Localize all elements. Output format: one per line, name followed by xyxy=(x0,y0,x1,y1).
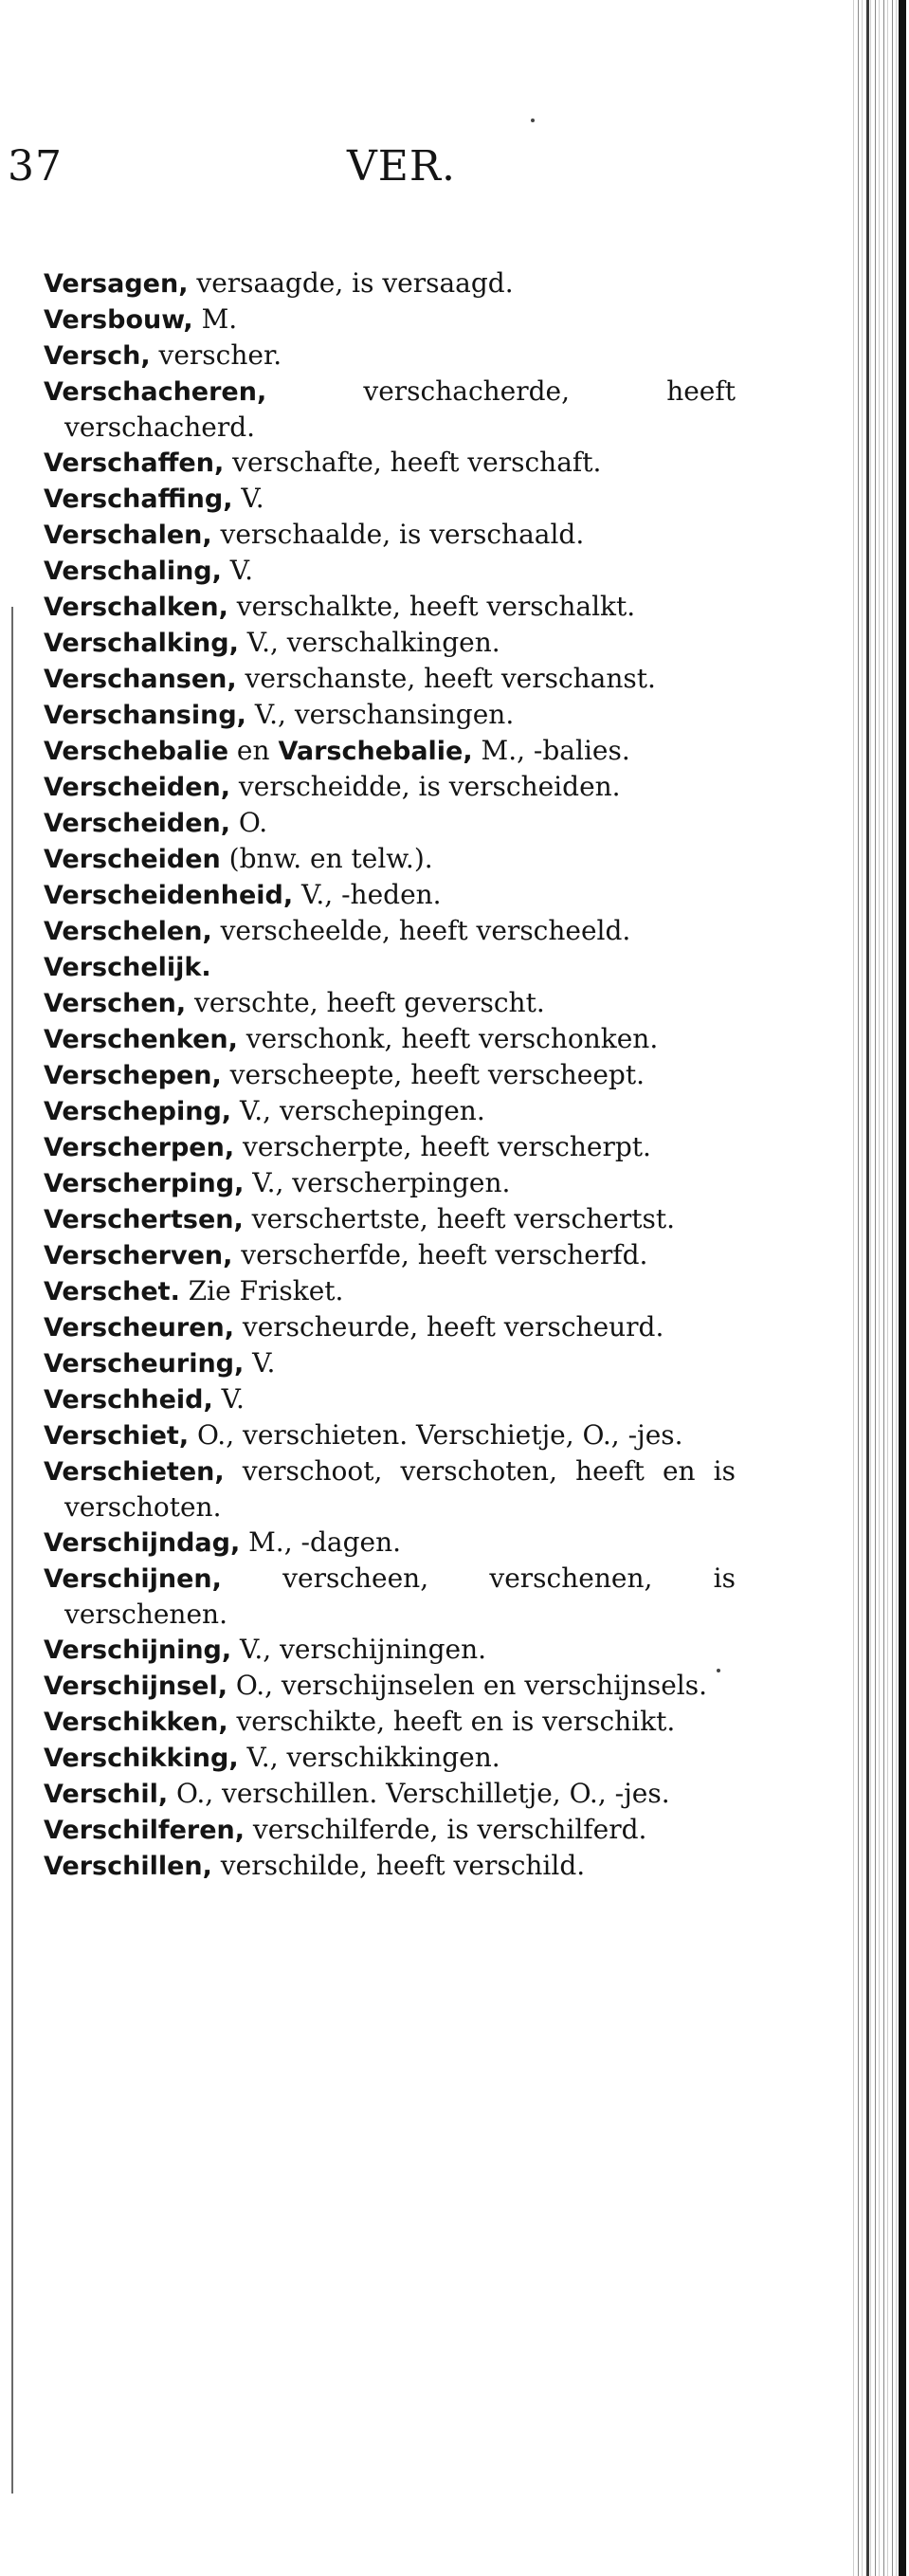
entry-definition: verschilferde, is verschilferd. xyxy=(245,1814,647,1845)
dictionary-entry xyxy=(44,1812,736,1848)
entry-definition: verscheen, verschenen, is verschenen. xyxy=(64,1562,736,1630)
headword: Verschet. xyxy=(44,1277,180,1306)
ink-speck xyxy=(531,119,535,122)
headword: Verschalen, xyxy=(44,521,212,550)
dictionary-entry xyxy=(44,374,736,445)
dictionary-entry xyxy=(44,1237,736,1273)
dictionary-entry xyxy=(44,301,736,338)
entry-definition: verscherfde, heeft verscherfd. xyxy=(232,1239,648,1270)
page-number: 37 xyxy=(8,142,63,191)
margin-rule xyxy=(11,607,13,2494)
headword: Verschacheren, xyxy=(44,377,267,407)
dictionary-entry xyxy=(44,1165,736,1201)
headword: Verschepen, xyxy=(44,1061,222,1090)
headword: Verschansing, xyxy=(44,701,246,730)
entry-definition: M. xyxy=(192,303,238,335)
dictionary-entry xyxy=(44,1848,736,1884)
dictionary-entry xyxy=(44,1740,736,1776)
dictionary-entry xyxy=(44,697,736,733)
entry-definition: verschaalde, is verschaald. xyxy=(211,519,585,550)
dictionary-entry xyxy=(44,1776,736,1812)
headword: Verschaffing, xyxy=(44,484,233,514)
running-head: VER. xyxy=(347,142,457,191)
headword: Verschen, xyxy=(44,989,187,1018)
headword: Verschalking, xyxy=(44,629,239,658)
entry-definition: verscheepte, heeft verscheept. xyxy=(221,1059,645,1090)
dictionary-entry xyxy=(44,877,736,913)
dictionary-entry xyxy=(44,1021,736,1057)
entry-definition: V. xyxy=(232,483,264,514)
entry-definition: O., verschieten. Verschietje, O., -jes. xyxy=(189,1419,683,1451)
headword: Verscheping, xyxy=(44,1097,232,1126)
headword: Verscheiden xyxy=(44,845,221,874)
headword: Verschansen, xyxy=(44,665,237,694)
dictionary-entry xyxy=(44,805,736,841)
dictionary-entry xyxy=(44,769,736,805)
headword: Verscheiden, xyxy=(44,773,231,802)
entry-definition: Zie Frisket. xyxy=(179,1275,344,1306)
ink-speck xyxy=(717,1669,720,1672)
entry-definition: verschafte, heeft verschaft. xyxy=(224,447,602,478)
entry-definition: V., verschikkingen. xyxy=(238,1742,500,1773)
entry-definition: verschikte, heeft en is verschikt. xyxy=(227,1706,676,1737)
dictionary-entry xyxy=(44,589,736,625)
dictionary-entry xyxy=(44,481,736,517)
entry-definition: V. xyxy=(221,555,254,586)
dictionary-entry xyxy=(44,1309,736,1345)
headword: Verscheuring, xyxy=(44,1349,245,1379)
dictionary-entry xyxy=(44,1453,736,1525)
headword: Verschebalie xyxy=(44,737,229,766)
dictionary-entry xyxy=(44,1093,736,1129)
headword: Verschikken, xyxy=(44,1708,228,1737)
headword: Verschenken, xyxy=(44,1025,238,1054)
dictionary-entry xyxy=(44,553,736,589)
entry-definition: verschoot, verschoten, heeft en is verschoten. xyxy=(64,1455,736,1523)
dictionary-entries xyxy=(44,265,736,1884)
headword-variant: Varschebalie, xyxy=(278,737,473,766)
headword: Verschelijk. xyxy=(44,953,211,982)
entry-definition: O. xyxy=(230,807,268,838)
entry-definition: versaagde, is versaagd. xyxy=(188,267,514,299)
gutter-line xyxy=(866,0,869,2576)
headword: Verscheuren, xyxy=(44,1313,234,1343)
entry-definition: V., -heden. xyxy=(293,879,442,910)
headword: Verscherven, xyxy=(44,1241,233,1270)
dictionary-entry xyxy=(44,517,736,553)
dictionary-entry xyxy=(44,949,736,985)
headword: Verschikking, xyxy=(44,1744,239,1773)
dictionary-entry xyxy=(44,625,736,661)
dictionary-entry xyxy=(44,1704,736,1740)
headword: Verschijnsel, xyxy=(44,1672,227,1701)
dictionary-entry xyxy=(44,1668,736,1704)
entry-definition: verschalkte, heeft verschalkt. xyxy=(227,591,636,622)
dictionary-entry xyxy=(44,1525,736,1561)
dictionary-entry xyxy=(44,733,736,769)
headword: Verschheid, xyxy=(44,1385,213,1415)
headword: Verschillen, xyxy=(44,1852,212,1881)
entry-definition: O., verschijnselen en verschijnsels. xyxy=(227,1670,708,1701)
entry-definition: verscherpte, heeft verscherpt. xyxy=(234,1131,651,1162)
headword: Verschaling, xyxy=(44,557,222,586)
headword: Verscherping, xyxy=(44,1169,245,1198)
headword: Verschaffen, xyxy=(44,448,225,478)
entry-definition: V., verschansingen. xyxy=(245,699,515,730)
headword: Verschijnen, xyxy=(44,1564,222,1594)
entry-definition: V., verschepingen. xyxy=(231,1095,485,1126)
headword: Verscherpen, xyxy=(44,1133,235,1162)
entry-definition: verschonk, heeft verschonken. xyxy=(237,1023,659,1054)
dictionary-entry xyxy=(44,841,736,877)
entry-definition: M., -dagen. xyxy=(240,1526,401,1558)
dictionary-entry xyxy=(44,265,736,301)
dictionary-entry xyxy=(44,1273,736,1309)
headword: Verschijning, xyxy=(44,1635,232,1665)
headword: Versch, xyxy=(44,341,151,371)
headword: Verschelen, xyxy=(44,917,212,946)
headword: Verschil, xyxy=(44,1780,169,1809)
entry-definition: verscheelde, heeft verscheeld. xyxy=(211,915,631,946)
dictionary-entry xyxy=(44,1381,736,1417)
headword: Verscheidenheid, xyxy=(44,881,294,910)
dictionary-entry xyxy=(44,913,736,949)
headword: Verscheiden, xyxy=(44,809,231,838)
entry-definition: V. xyxy=(212,1383,245,1415)
entry-definition: O., verschillen. Verschilletje, O., -jes. xyxy=(168,1778,670,1809)
entry-definition: V. xyxy=(244,1347,276,1379)
entry-definition: verscher. xyxy=(150,339,282,371)
dictionary-entry xyxy=(44,338,736,374)
entry-definition: M., -balies. xyxy=(472,735,630,766)
entry-definition: verschilde, heeft verschild. xyxy=(211,1850,586,1881)
headword: Verschieten, xyxy=(44,1457,225,1487)
entry-definition: verschacherde, heeft verschacherd. xyxy=(64,375,736,443)
dictionary-entry xyxy=(44,1129,736,1165)
headword: Versagen, xyxy=(44,269,189,299)
entry-definition: en xyxy=(228,735,279,766)
entry-definition: V., verscherpingen. xyxy=(244,1167,511,1198)
dictionary-entry xyxy=(44,1417,736,1453)
dictionary-entry xyxy=(44,1345,736,1381)
dictionary-entry xyxy=(44,661,736,697)
headword: Verschertsen, xyxy=(44,1205,244,1234)
dictionary-entry xyxy=(44,1632,736,1668)
dictionary-entry xyxy=(44,1561,736,1632)
headword: Verschilferen, xyxy=(44,1816,245,1845)
dictionary-entry xyxy=(44,445,736,481)
dictionary-entry xyxy=(44,985,736,1021)
entry-definition: V., verschijningen. xyxy=(231,1634,487,1665)
entry-definition: verschanste, heeft verschanst. xyxy=(236,663,656,694)
headword: Versbouw, xyxy=(44,305,193,335)
gutter-edge xyxy=(899,0,906,2576)
entry-definition: verschertste, heeft verschertst. xyxy=(243,1203,675,1234)
dictionary-entry xyxy=(44,1057,736,1093)
entry-definition: verschte, heeft geverscht. xyxy=(186,987,545,1018)
headword: Verschijndag, xyxy=(44,1528,241,1558)
dictionary-entry xyxy=(44,1201,736,1237)
entry-definition: (bnw. en telw.). xyxy=(220,843,433,874)
entry-definition: V., verschalkingen. xyxy=(238,627,500,658)
headword: Verschalken, xyxy=(44,593,228,622)
entry-definition: verscheidde, is verscheiden. xyxy=(230,771,621,802)
entry-definition: verscheurde, heeft verscheurd. xyxy=(233,1311,664,1343)
headword: Verschiet, xyxy=(44,1421,190,1451)
